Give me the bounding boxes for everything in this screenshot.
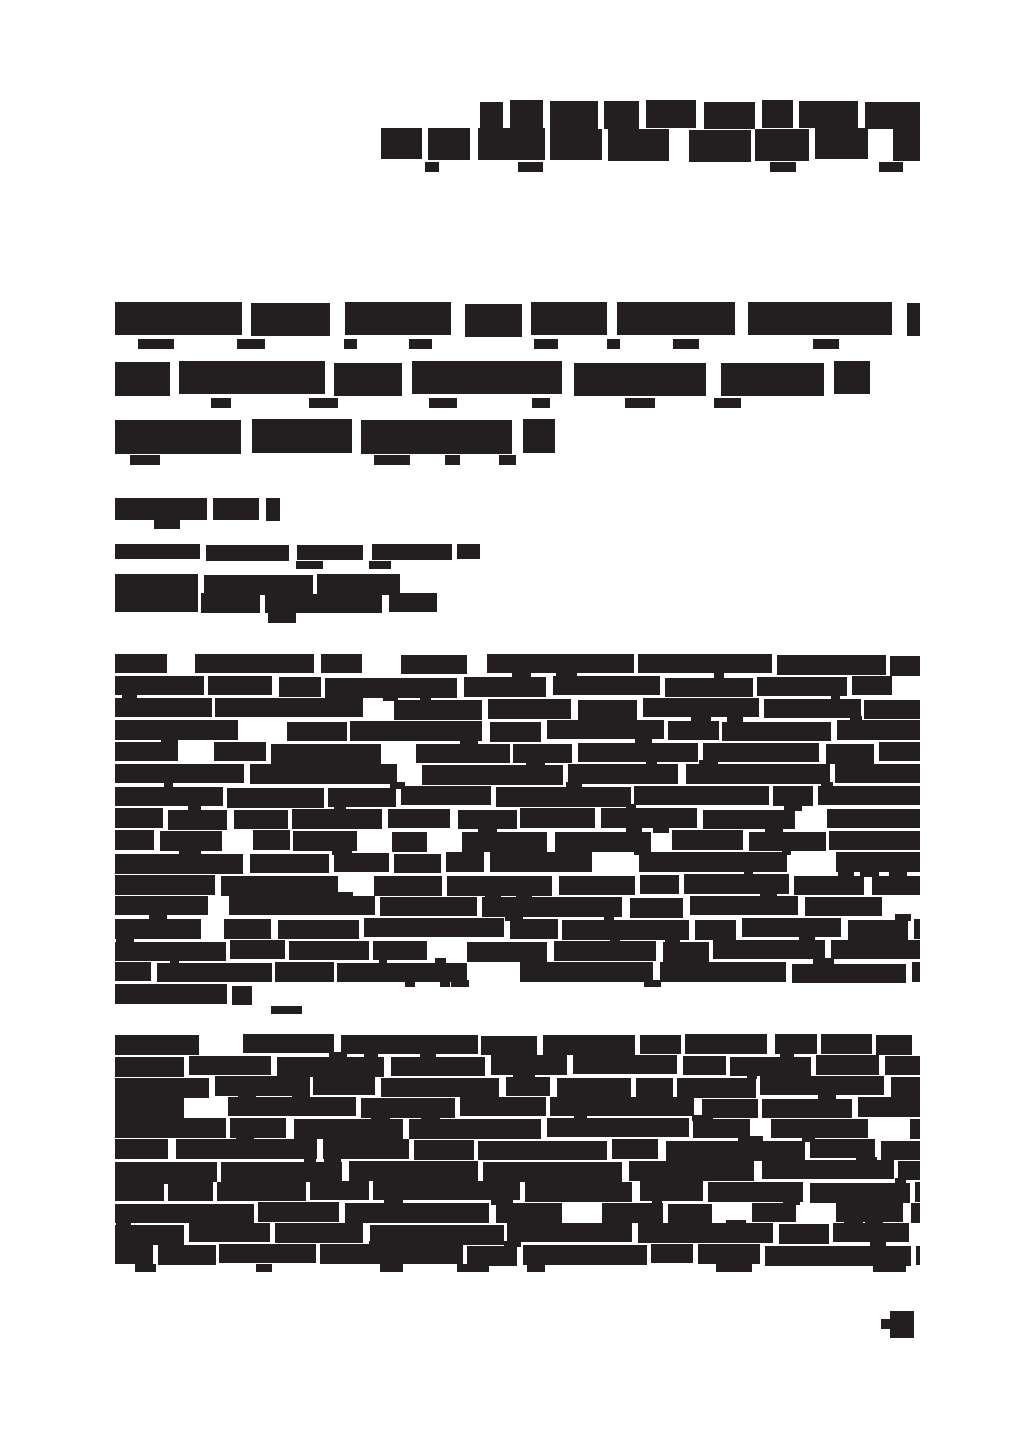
ink-fragment — [349, 1161, 479, 1181]
ink-fragment — [457, 1264, 489, 1272]
ink-fragment — [138, 339, 174, 349]
ink-fragment — [115, 1035, 199, 1055]
ink-fragment — [224, 919, 270, 939]
ink-fragment — [617, 302, 735, 335]
ink-fragment — [698, 1244, 760, 1264]
ink-fragment — [214, 742, 266, 761]
ink-fragment — [695, 920, 736, 940]
ink-fragment — [547, 1118, 689, 1137]
ink-fragment — [323, 1139, 409, 1159]
ink-fragment — [608, 129, 670, 161]
ink-fragment — [321, 654, 361, 673]
ink-fragment — [334, 853, 389, 872]
ink-fragment — [115, 1057, 184, 1077]
ink-fragment — [578, 743, 698, 762]
ink-fragment — [320, 1244, 463, 1264]
ink-fragment — [483, 1162, 621, 1182]
ink-fragment — [252, 419, 352, 453]
ink-fragment — [815, 128, 869, 159]
ink-fragment — [374, 455, 410, 465]
ink-fragment — [268, 613, 296, 623]
ink-fragment — [221, 876, 339, 896]
ink-fragment — [722, 722, 831, 741]
ink-fragment — [704, 102, 755, 129]
ink-fragment — [341, 1035, 478, 1054]
ink-fragment — [777, 655, 886, 675]
ink-fragment — [879, 162, 903, 172]
ink-fragment — [881, 1141, 920, 1160]
ink-fragment — [158, 1245, 215, 1265]
ink-fragment — [372, 544, 453, 560]
ink-fragment — [601, 808, 697, 828]
ink-fragment — [451, 980, 470, 987]
ink-fragment — [714, 398, 741, 408]
ink-fragment — [510, 100, 543, 128]
ink-fragment — [344, 339, 357, 349]
ink-fragment — [703, 743, 819, 762]
ink-fragment — [765, 1246, 911, 1266]
ink-fragment — [837, 720, 920, 740]
ink-fragment — [292, 809, 383, 829]
ink-fragment — [480, 102, 503, 129]
ink-fragment — [665, 678, 754, 697]
ink-fragment — [275, 1223, 363, 1243]
ink-fragment — [686, 764, 830, 784]
ink-fragment — [864, 700, 920, 719]
ink-fragment — [527, 1264, 545, 1272]
ink-fragment — [478, 1141, 607, 1160]
ink-fragment — [640, 1035, 681, 1054]
ink-fragment — [217, 1182, 307, 1201]
ink-fragment — [684, 874, 789, 894]
ink-fragment — [490, 852, 592, 872]
ink-fragment — [523, 1245, 647, 1265]
ink-fragment — [271, 1006, 302, 1014]
ink-fragment — [836, 852, 920, 872]
ink-fragment — [574, 363, 706, 396]
ink-fragment — [858, 1097, 920, 1117]
ink-fragment — [115, 676, 204, 695]
ink-fragment — [827, 809, 920, 828]
ink-fragment — [532, 398, 551, 408]
ink-fragment — [496, 787, 631, 807]
ink-fragment — [215, 1076, 310, 1096]
ink-fragment — [243, 1034, 334, 1053]
ink-fragment — [636, 1078, 673, 1098]
ink-fragment — [115, 787, 223, 806]
ink-fragment — [831, 940, 920, 959]
ink-fragment — [294, 1119, 403, 1139]
ink-fragment — [481, 1036, 537, 1055]
ink-fragment — [115, 654, 167, 673]
ink-fragment — [550, 101, 598, 129]
ink-fragment — [115, 698, 212, 717]
ink-fragment — [412, 361, 562, 394]
ink-fragment — [204, 575, 313, 595]
ink-fragment — [912, 962, 920, 982]
ink-fragment — [401, 655, 467, 674]
ink-fragment — [380, 1264, 403, 1272]
ink-fragment — [779, 1224, 829, 1244]
ink-fragment — [916, 1246, 920, 1265]
ink-fragment — [668, 721, 719, 740]
ink-fragment — [879, 742, 920, 761]
ink-fragment — [115, 544, 200, 559]
ink-fragment — [189, 1056, 271, 1075]
ink-fragment — [578, 700, 637, 720]
ink-fragment — [639, 852, 788, 872]
ink-fragment — [771, 1119, 867, 1138]
ink-fragment — [852, 676, 892, 695]
ink-fragment — [520, 808, 595, 828]
ink-fragment — [915, 1182, 920, 1202]
ink-fragment — [833, 1223, 910, 1242]
ink-fragment — [361, 420, 511, 454]
ink-fragment — [762, 1099, 852, 1118]
ink-fragment — [543, 1035, 635, 1055]
ink-fragment — [762, 100, 792, 128]
ink-fragment — [334, 363, 403, 396]
ink-fragment — [629, 1161, 754, 1181]
ink-fragment — [534, 339, 558, 349]
ink-fragment — [663, 942, 710, 962]
ink-fragment — [115, 875, 215, 895]
ink-fragment — [176, 1139, 317, 1159]
ink-fragment — [392, 832, 427, 852]
ink-fragment — [374, 876, 442, 896]
ink-fragment — [742, 918, 840, 937]
ink-fragment — [643, 698, 759, 717]
ink-fragment — [911, 1203, 920, 1223]
ink-fragment — [219, 1244, 315, 1263]
ink-fragment — [604, 101, 639, 129]
ink-fragment — [496, 1203, 562, 1223]
ink-fragment — [115, 854, 243, 874]
ink-fragment — [760, 1076, 884, 1095]
ink-fragment — [683, 1056, 727, 1075]
ink-fragment — [389, 593, 437, 612]
ink-fragment — [278, 920, 358, 939]
ink-fragment — [115, 962, 151, 981]
ink-fragment — [115, 720, 238, 740]
ink-fragment — [409, 1119, 541, 1139]
ink-fragment — [215, 698, 363, 717]
ink-fragment — [525, 1182, 632, 1202]
ink-fragment — [364, 918, 505, 937]
ink-fragment — [168, 810, 227, 830]
ink-fragment — [250, 764, 397, 784]
ink-fragment — [446, 852, 484, 872]
ink-fragment — [893, 129, 920, 161]
ink-fragment — [644, 980, 661, 987]
ink-fragment — [685, 1034, 768, 1054]
ink-fragment — [115, 1139, 168, 1159]
ink-fragment — [115, 830, 154, 850]
ink-fragment — [752, 1203, 796, 1222]
ink-fragment — [773, 786, 812, 806]
ink-fragment — [810, 1139, 875, 1158]
ink-fragment — [775, 1034, 817, 1054]
ink-fragment — [380, 897, 477, 916]
ink-fragment — [721, 363, 824, 396]
ink-fragment — [651, 1244, 693, 1263]
ink-fragment — [221, 1162, 342, 1182]
ink-fragment — [414, 1140, 474, 1160]
ink-fragment — [914, 919, 920, 939]
ink-fragment — [653, 826, 669, 833]
ink-fragment — [813, 339, 840, 349]
ink-fragment — [227, 788, 323, 808]
ink-fragment — [612, 1139, 658, 1159]
ink-fragment — [115, 984, 227, 1004]
ink-fragment — [275, 962, 334, 982]
ink-fragment — [345, 1203, 489, 1223]
ink-fragment — [429, 398, 458, 408]
ink-fragment — [425, 162, 439, 172]
ink-fragment — [457, 544, 480, 559]
ink-fragment — [157, 963, 272, 982]
ink-fragment — [428, 128, 471, 160]
ink-fragment — [297, 545, 364, 560]
ink-fragment — [730, 1057, 812, 1076]
ink-fragment — [115, 1118, 226, 1138]
ink-fragment — [253, 830, 290, 850]
ink-fragment — [810, 1183, 910, 1203]
ink-fragment — [762, 1160, 894, 1179]
ink-fragment — [488, 699, 571, 719]
ink-fragment — [391, 1057, 485, 1076]
ink-fragment — [467, 942, 547, 962]
ink-fragment — [189, 1223, 270, 1242]
ink-fragment — [672, 830, 743, 850]
ink-fragment — [409, 339, 433, 349]
ink-fragment — [510, 919, 559, 939]
ink-fragment — [640, 875, 678, 894]
ink-fragment — [251, 303, 330, 336]
ink-fragment — [553, 676, 659, 695]
ink-fragment — [115, 1098, 184, 1118]
ink-fragment — [835, 764, 920, 783]
ink-fragment — [630, 898, 684, 918]
ink-fragment — [229, 896, 375, 915]
ink-fragment — [547, 720, 664, 739]
ink-fragment — [115, 1204, 254, 1223]
ink-fragment — [607, 339, 619, 349]
ink-fragment — [213, 498, 259, 520]
ink-fragment — [792, 964, 906, 983]
ink-fragment — [573, 1055, 678, 1074]
ink-fragment — [345, 302, 451, 335]
ink-fragment — [821, 1034, 872, 1054]
ink-fragment — [230, 940, 285, 959]
ink-fragment — [640, 1181, 703, 1201]
ink-fragment — [748, 302, 893, 335]
ink-fragment — [195, 654, 314, 673]
ink-fragment — [296, 561, 322, 569]
ink-fragment — [891, 1077, 920, 1097]
ink-fragment — [201, 593, 260, 613]
ink-fragment — [460, 1097, 546, 1116]
ink-fragment — [373, 1181, 520, 1200]
ink-fragment — [287, 722, 347, 741]
ink-fragment — [467, 1246, 517, 1266]
ink-fragment — [154, 520, 180, 529]
ink-fragment — [848, 920, 908, 940]
ink-fragment — [794, 876, 864, 895]
ink-fragment — [168, 1181, 213, 1201]
ink-fragment — [770, 162, 796, 172]
ink-fragment — [237, 339, 265, 349]
ink-fragment — [646, 100, 696, 128]
ink-fragment — [873, 1264, 906, 1272]
ink-fragment — [115, 1078, 209, 1098]
ink-fragment — [518, 162, 542, 172]
ink-fragment — [206, 545, 289, 561]
ink-fragment — [550, 1097, 694, 1116]
ink-fragment — [716, 1264, 751, 1272]
ink-fragment — [422, 765, 563, 785]
ink-fragment — [550, 129, 602, 160]
ink-fragment — [115, 742, 178, 761]
ink-fragment — [381, 1078, 499, 1097]
ink-fragment — [115, 593, 198, 612]
ink-fragment — [115, 574, 198, 595]
ink-fragment — [713, 940, 826, 959]
ink-fragment — [416, 744, 510, 763]
ink-fragment — [559, 876, 635, 895]
ink-fragment — [258, 1202, 339, 1222]
ink-fragment — [885, 1056, 920, 1075]
ink-fragment — [232, 986, 252, 1005]
ink-fragment — [440, 980, 451, 987]
ink-fragment — [115, 764, 244, 783]
ink-fragment — [690, 896, 799, 915]
ink-fragment — [689, 130, 751, 162]
ink-fragment — [826, 744, 874, 764]
ink-fragment — [799, 101, 858, 128]
ink-fragment — [369, 561, 392, 569]
ink-fragment — [381, 128, 422, 159]
ink-fragment — [401, 786, 491, 805]
ink-fragment — [520, 962, 652, 982]
ink-fragment — [568, 764, 678, 784]
ink-fragment — [405, 980, 416, 987]
ink-fragment — [890, 1311, 914, 1338]
ink-fragment — [890, 656, 920, 676]
ink-fragment — [677, 1078, 756, 1098]
ink-fragment — [228, 1097, 356, 1116]
ink-fragment — [265, 594, 382, 613]
ink-fragment — [234, 810, 289, 829]
ink-fragment — [872, 876, 920, 895]
ink-fragment — [266, 498, 280, 521]
ink-fragment — [506, 1077, 550, 1096]
ink-fragment — [394, 854, 441, 873]
ink-fragment — [634, 786, 769, 805]
ink-fragment — [279, 677, 321, 697]
ink-fragment — [317, 574, 400, 595]
ink-fragment — [638, 654, 771, 673]
ink-fragment — [115, 302, 242, 335]
ink-fragment — [818, 786, 920, 805]
ink-fragment — [834, 361, 870, 394]
ink-fragment — [445, 455, 459, 465]
ink-fragment — [464, 677, 546, 697]
ink-fragment — [250, 854, 329, 873]
ink-fragment — [673, 339, 699, 349]
ink-fragment — [507, 1223, 632, 1242]
ink-fragment — [135, 1264, 156, 1272]
ink-fragment — [490, 722, 540, 742]
ink-fragment — [625, 398, 655, 408]
ink-fragment — [394, 700, 483, 720]
ink-fragment — [907, 303, 920, 336]
ink-fragment — [482, 897, 622, 917]
ink-fragment — [755, 129, 809, 161]
ink-fragment — [115, 420, 241, 454]
ink-fragment — [115, 808, 163, 828]
ink-fragment — [876, 1035, 912, 1055]
ink-fragment — [638, 1223, 772, 1243]
ink-fragment — [462, 832, 547, 852]
ink-fragment — [523, 419, 555, 453]
ink-fragment — [531, 302, 607, 335]
ink-fragment — [487, 654, 633, 673]
ink-fragment — [554, 941, 656, 961]
ink-fragment — [370, 1225, 503, 1245]
ink-fragment — [208, 676, 272, 695]
ink-fragment — [865, 102, 920, 129]
ink-fragment — [829, 831, 920, 850]
ink-fragment — [211, 398, 231, 408]
ink-fragment — [115, 896, 208, 915]
ink-fragment — [289, 941, 369, 960]
ink-fragment — [310, 1181, 369, 1200]
ink-fragment — [179, 361, 326, 394]
ink-fragment — [115, 1181, 164, 1201]
ink-fragment — [309, 398, 338, 408]
ink-fragment — [130, 455, 160, 465]
ink-fragment — [881, 1319, 890, 1329]
ink-fragment — [230, 1118, 286, 1138]
ink-fragment — [465, 304, 522, 337]
ink-fragment — [805, 897, 882, 916]
ink-fragment — [816, 1055, 879, 1075]
ink-fragment — [910, 1119, 920, 1139]
ink-fragment — [115, 498, 207, 520]
ink-fragment — [115, 362, 170, 396]
ink-fragment — [313, 1076, 375, 1095]
ink-fragment — [256, 1264, 272, 1272]
ink-fragment — [491, 1055, 567, 1075]
ink-fragment — [499, 455, 516, 465]
ink-fragment — [478, 128, 545, 160]
ink-fragment — [764, 699, 862, 718]
ink-fragment — [602, 1203, 663, 1223]
ink-fragment — [388, 809, 451, 828]
ink-fragment — [660, 962, 786, 982]
ink-fragment — [271, 744, 381, 764]
ink-fragment — [668, 1204, 711, 1223]
ink-fragment — [115, 1244, 153, 1264]
